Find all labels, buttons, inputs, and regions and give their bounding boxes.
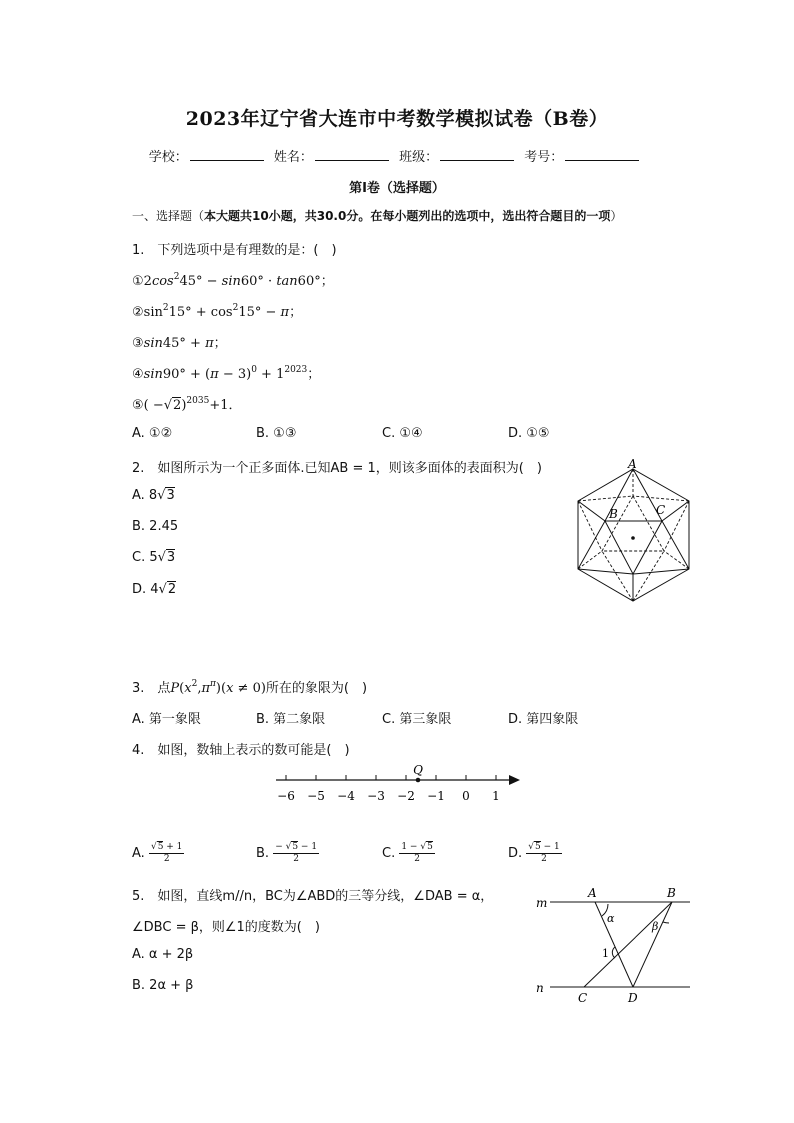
axis-tick-label: −1 bbox=[427, 789, 445, 803]
class-blank[interactable] bbox=[440, 148, 514, 161]
label-a: A bbox=[628, 457, 637, 471]
q1-item-5: ⑤( −√2)$^{2035}$+1． bbox=[132, 396, 242, 413]
fig5-label-c: C bbox=[578, 991, 588, 1005]
fig5-label-b: B bbox=[667, 886, 676, 900]
axis-tick-label: −3 bbox=[367, 789, 385, 803]
q5-option-a[interactable]: A. α + 2β bbox=[132, 947, 194, 962]
q1-option-c[interactable]: C. ①④ bbox=[382, 426, 423, 441]
fig5-label-alpha: α bbox=[607, 912, 615, 925]
q1-option-a[interactable]: A. ①② bbox=[132, 426, 173, 441]
part-instructions: 本大题共10小题，共30.0分。在每小题列出的选项中，选出符合题目的一项 bbox=[204, 209, 611, 223]
q2-option-d[interactable]: D. 4√2 bbox=[132, 582, 177, 597]
q1-item-1: $①2\cos^245^\circ - \sin 60^\circ \cdot \tan 60^\circ$； bbox=[132, 272, 334, 289]
q3-option-b[interactable]: B. 第二象限 bbox=[256, 712, 326, 727]
segment-bc bbox=[584, 902, 672, 987]
fig5-label-m: m bbox=[536, 896, 548, 910]
q3-stem: 3. 点$P(x^2,\pi^\pi)(x \ne 0)$所在的象限为( ) bbox=[132, 679, 368, 696]
axis-tick-label: 0 bbox=[462, 789, 470, 803]
name-label: 姓名： bbox=[273, 150, 313, 165]
page-title: 2023年辽宁省大连市中考数学模拟试卷（B卷） bbox=[185, 108, 609, 130]
axis-tick-label: −2 bbox=[397, 789, 415, 803]
q2-option-b[interactable]: B. 2.45 bbox=[132, 519, 179, 534]
fig5-label-a: A bbox=[588, 886, 597, 900]
q5-stem-line1: 5. 如图，直线m//n，BC为∠ABD的三等分线，∠DAB = α， bbox=[132, 889, 494, 904]
part-tail: ） bbox=[610, 209, 623, 223]
school-label: 学校： bbox=[148, 150, 188, 165]
q2-option-c[interactable]: C. 5√3 bbox=[132, 550, 176, 565]
q3-option-c[interactable]: C. 第三象限 bbox=[382, 712, 452, 727]
angle-beta-arc bbox=[663, 922, 669, 923]
q5-option-b[interactable]: B. 2α + β bbox=[132, 978, 194, 993]
q1-option-d[interactable]: D. ①⑤ bbox=[508, 426, 550, 441]
axis-arrow bbox=[509, 775, 520, 785]
part-lead: 一、选择题（ bbox=[132, 209, 205, 223]
fig5-label-1: 1 bbox=[602, 947, 609, 960]
q1-stem: 1. 下列选项中是有理数的是：( ) bbox=[132, 243, 337, 258]
q3-option-a[interactable]: A. 第一象限 bbox=[132, 712, 201, 727]
q4-stem: 4. 如图，数轴上表示的数可能是( ) bbox=[132, 743, 350, 758]
school-blank[interactable] bbox=[190, 148, 264, 161]
axis-tick-label: −6 bbox=[277, 789, 295, 803]
point-q-label: Q bbox=[413, 763, 423, 777]
part-heading bbox=[132, 207, 622, 224]
q1-item-4: ④sin90° + $(\pi - 3)^0 + 1^{2023}$； bbox=[132, 365, 321, 382]
q4-option-d[interactable]: D. $\frac{√5 - 1}{2}$ bbox=[508, 842, 560, 864]
name-blank[interactable] bbox=[315, 148, 389, 161]
center-dot bbox=[631, 536, 635, 540]
axis-tick-label: −4 bbox=[337, 789, 355, 803]
axis-tick-label: −5 bbox=[307, 789, 325, 803]
class-label: 班级： bbox=[399, 150, 439, 165]
q4-option-c[interactable]: C. $\frac{1 - √5}{2}$ bbox=[382, 842, 433, 864]
section-heading: 第Ⅰ卷（选择题） bbox=[349, 181, 445, 196]
student-info-line bbox=[0, 146, 794, 165]
fig5-label-beta: β bbox=[652, 920, 659, 933]
q3-option-d[interactable]: D. 第四象限 bbox=[508, 712, 579, 727]
exam-no-label: 考号： bbox=[524, 150, 564, 165]
number-line bbox=[268, 762, 528, 808]
label-c: C bbox=[656, 503, 666, 517]
label-b: B bbox=[609, 507, 618, 521]
q1-item-3: ③sin45° + π； bbox=[132, 336, 227, 351]
q1-item-2: $②\sin^215^\circ + \cos^215^\circ - \pi$； bbox=[132, 303, 303, 320]
fig5-label-n: n bbox=[536, 981, 544, 995]
segment-bd bbox=[633, 902, 672, 987]
q4-option-b[interactable]: B. $\frac{- √5 - 1}{2}$ bbox=[256, 842, 318, 864]
q2-option-a[interactable]: A. 8√3 bbox=[132, 488, 175, 503]
q4-option-a[interactable]: A. $\frac{√5 + 1}{2}$ bbox=[132, 842, 183, 864]
exam-no-blank[interactable] bbox=[565, 148, 639, 161]
angle-1-arc bbox=[612, 947, 615, 958]
fig5-label-d: D bbox=[628, 991, 638, 1005]
parallel-lines-figure bbox=[532, 882, 696, 1006]
icosahedron-figure bbox=[570, 456, 700, 606]
point-q bbox=[416, 778, 421, 783]
axis-tick-label: 1 bbox=[492, 789, 500, 803]
q2-stem: 2. 如图所示为一个正多面体.已知AB = 1，则该多面体的表面积为( ) bbox=[132, 461, 542, 476]
q1-option-b[interactable]: B. ①③ bbox=[256, 426, 297, 441]
q5-stem-line2: ∠DBC = β，则∠1的度数为( ) bbox=[132, 920, 320, 935]
